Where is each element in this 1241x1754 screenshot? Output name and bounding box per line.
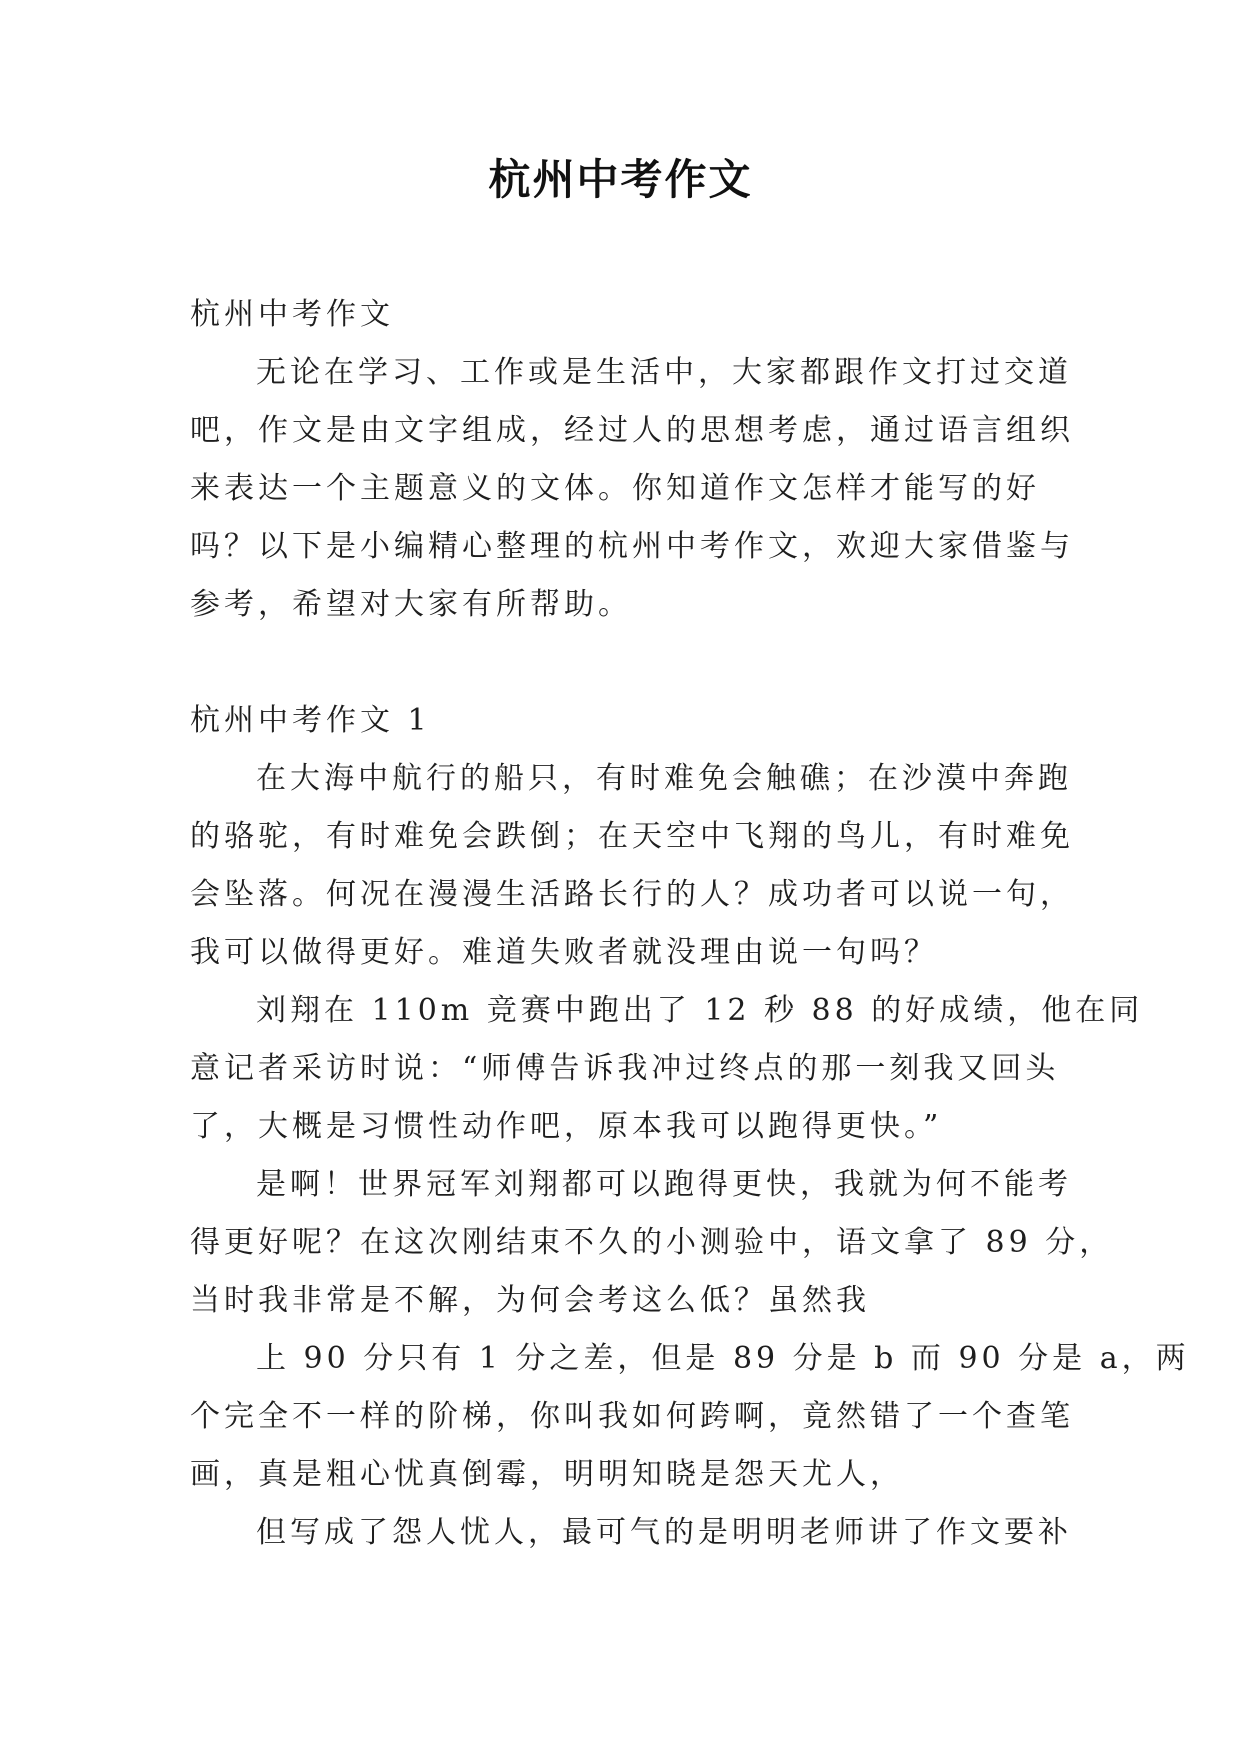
paragraph-line: 吧，作文是由文字组成，经过人的思想考虑，通过语言组织 bbox=[190, 413, 1074, 448]
paragraph-line: 在大海中航行的船只，有时难免会触礁；在沙漠中奔跑 bbox=[256, 761, 1072, 796]
document-title: 杭州中考作文 bbox=[488, 155, 753, 204]
paragraph-line: 但写成了怨人忧人，最可气的是明明老师讲了作文要补 bbox=[256, 1515, 1072, 1550]
paragraph-line: 会坠落。何况在漫漫生活路长行的人？成功者可以说一句， bbox=[190, 877, 1074, 912]
paragraph-line: 得更好呢？在这次刚结束不久的小测验中，语文拿了 89 分， bbox=[190, 1225, 1114, 1260]
paragraph-line: 画，真是粗心忧真倒霉，明明知晓是怨天尤人， bbox=[190, 1457, 904, 1492]
paragraph-line: 参考，希望对大家有所帮助。 bbox=[190, 587, 632, 622]
document-body bbox=[190, 286, 1190, 1562]
paragraph-line: 我可以做得更好。难道失败者就没理由说一句吗？ bbox=[190, 935, 938, 970]
paragraph-line: 上 90 分只有 1 分之差，但是 89 分是 b 而 90 分是 a，两 bbox=[256, 1341, 1190, 1376]
paragraph-line: 个完全不一样的阶梯，你叫我如何跨啊，竟然错了一个查笔 bbox=[190, 1399, 1074, 1434]
paragraph-line: 了，大概是习惯性动作吧，原本我可以跑得更快。” bbox=[190, 1109, 943, 1144]
paragraph-line: 无论在学习、工作或是生活中，大家都跟作文打过交道 bbox=[256, 355, 1072, 390]
section-heading: 杭州中考作文 1 bbox=[190, 703, 431, 738]
paragraph-line: 意记者采访时说：“师傅告诉我冲过终点的那一刻我又回头 bbox=[190, 1051, 1060, 1086]
paragraph-line: 是啊！世界冠军刘翔都可以跑得更快，我就为何不能考 bbox=[256, 1167, 1072, 1202]
paragraph-line: 当时我非常是不解，为何会考这么低？虽然我 bbox=[190, 1283, 870, 1318]
paragraph-line: 来表达一个主题意义的文体。你知道作文怎样才能写的好 bbox=[190, 471, 1040, 506]
section-heading: 杭州中考作文 bbox=[190, 297, 394, 332]
paragraph-line: 的骆驼，有时难免会跌倒；在天空中飞翔的鸟儿，有时难免 bbox=[190, 819, 1074, 854]
paragraph-line: 刘翔在 110m 竞赛中跑出了 12 秒 88 的好成绩，他在同 bbox=[256, 993, 1144, 1028]
paragraph-line: 吗？以下是小编精心整理的杭州中考作文，欢迎大家借鉴与 bbox=[190, 529, 1074, 564]
blank-line bbox=[190, 634, 1050, 692]
